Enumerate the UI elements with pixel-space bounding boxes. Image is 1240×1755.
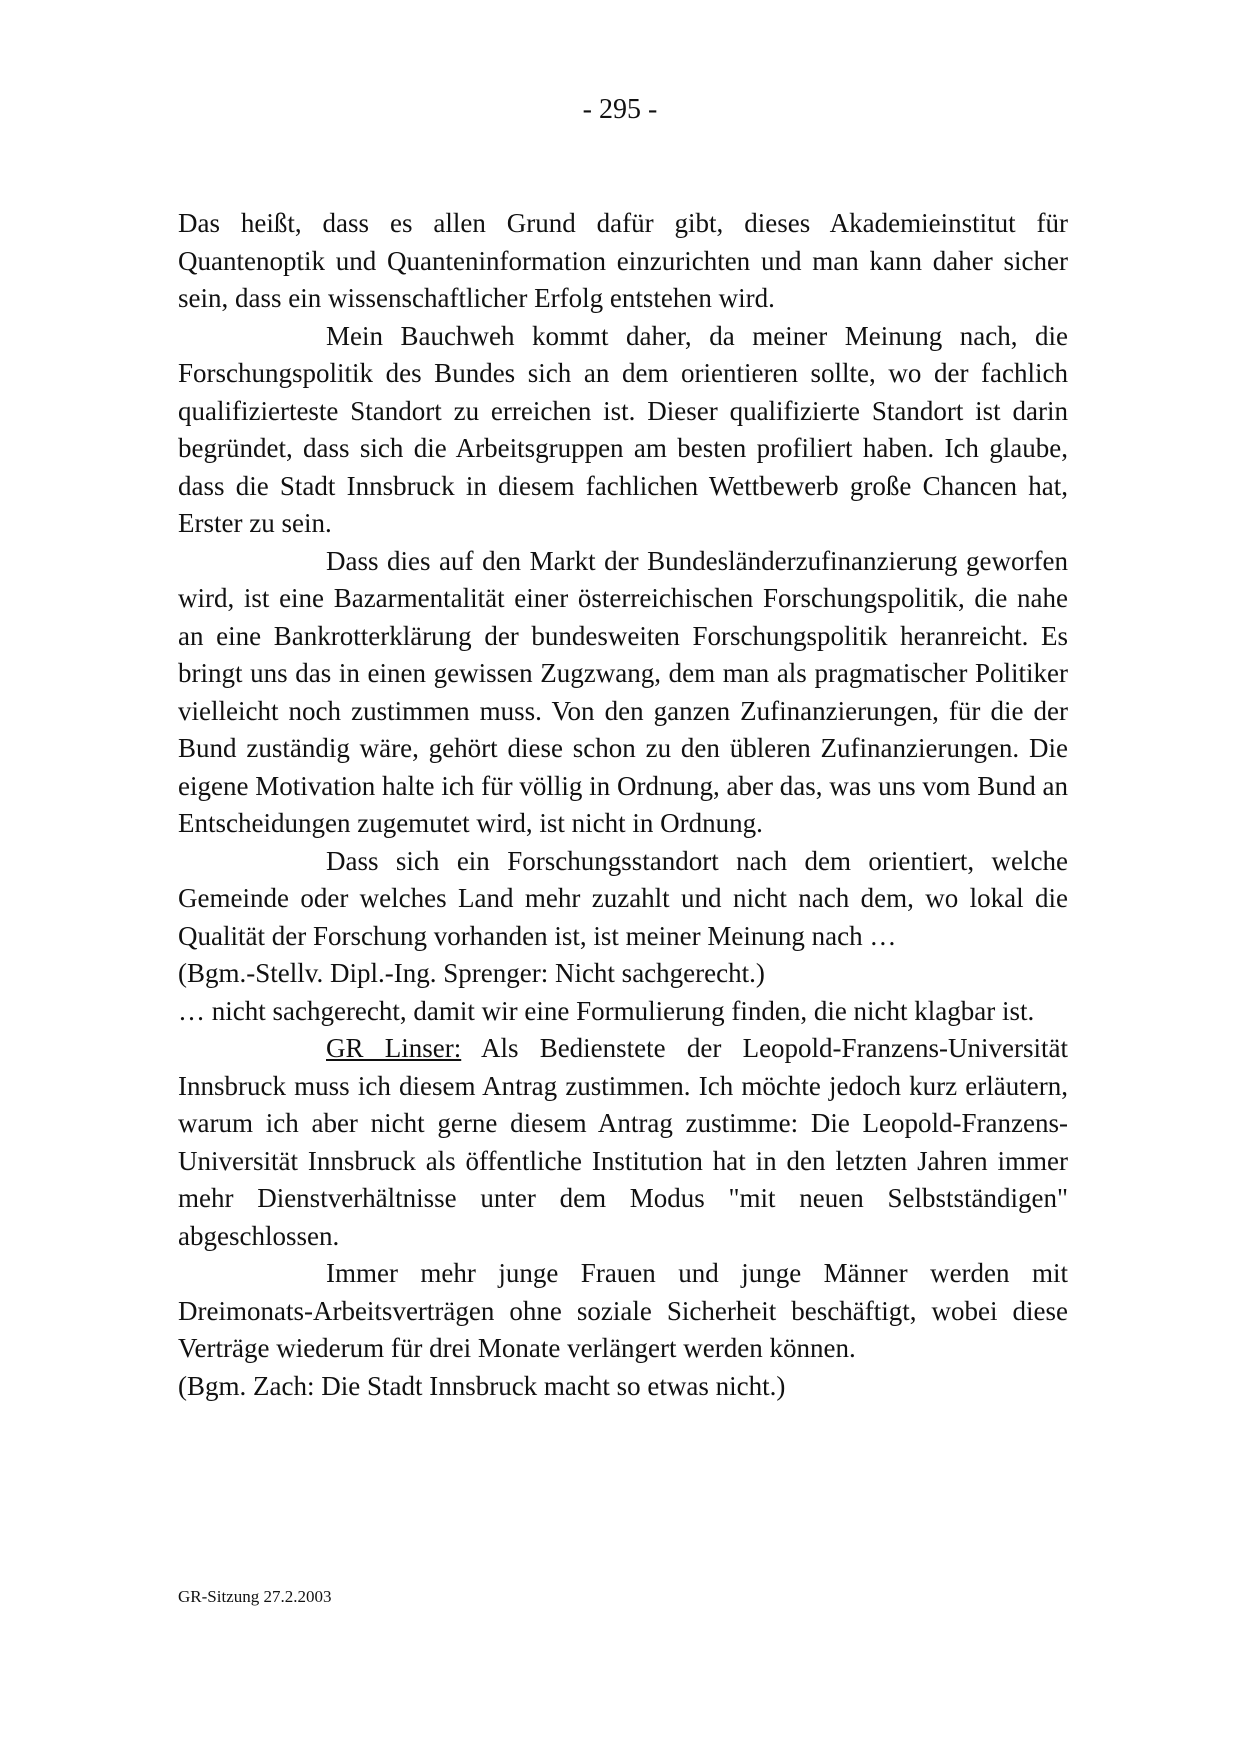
paragraph-2: Mein Bauchweh kommt daher, da meiner Meinung nach, die Forschungspolitik des Bundes sich an dem orientieren sollte, wo der fachlich qualifizierteste Standort zu erreichen ist. Dieser qualifizierte Standort ist darin begründet, dass sich die Arbeitsgruppen am besten profiliert haben. Ich glaube, dass die Stadt Innsbruck in diesem fachlichen Wettbewerb große Chancen hat, Erster zu sein. xyxy=(178,320,1068,538)
footer-session-date: GR-Sitzung 27.2.2003 xyxy=(178,1587,332,1606)
paragraph-7: Immer mehr junge Frauen und junge Männer werden mit Dreimonats-Arbeitsverträgen ohne soziale Sicherheit beschäftigt, wobei diese Verträge wiederum für drei Monate verlängert werden können. xyxy=(178,1258,1068,1363)
page-number: - 295 - xyxy=(582,94,658,125)
paragraph-linser xyxy=(178,1030,1068,1255)
speaker-name: GR Linser: xyxy=(326,1033,462,1063)
paragraph-5: … nicht sachgerecht, damit wir eine Formulierung finden, die nicht klagbar ist. xyxy=(178,995,1035,1026)
document-body xyxy=(178,205,1068,1405)
interjection-sprenger: (Bgm.-Stellv. Dipl.-Ing. Sprenger: Nicht sachgerecht.) xyxy=(178,958,765,988)
paragraph-1: Das heißt, dass es allen Grund dafür gibt, dieses Akademieinstitut für Quantenoptik und Quanteninformation einzurichten und man kann daher sicher sein, dass ein wissenschaftlicher Erfolg entstehen wird. xyxy=(178,208,1068,313)
paragraph-6-text: Als Bedienstete der Leopold-Franzens-Universität Innsbruck muss ich diesem Antrag zustimmen. Ich möchte jedoch kurz erläutern, warum ich aber nicht gerne diesem Antrag zustimme: Die Leopold-Franzens-Universität Innsbruck als öffentliche Institution hat in den letzten Jahren immer mehr Dienstverhältnisse unter dem Modus "mit neuen Selbstständigen" abgeschlossen. xyxy=(178,1033,1068,1251)
interjection-zach: (Bgm. Zach: Die Stadt Innsbruck macht so etwas nicht.) xyxy=(178,1370,786,1401)
paragraph-4: Dass sich ein Forschungsstandort nach dem orientiert, welche Gemeinde oder welches Land mehr zuzahlt und nicht nach dem, wo lokal die Qualität der Forschung vorhanden ist, ist meiner Meinung nach … xyxy=(178,845,1068,951)
paragraph-3: Dass dies auf den Markt der Bundesländerzufinanzierung geworfen wird, ist eine Bazarmentalität einer österreichischen Forschungspolitik, die nahe an eine Bankrotterklärung der bundesweiten Forschungspolitik heranreicht. Es bringt uns das in einen gewissen Zugzwang, dem man als pragmatischer Politiker vielleicht noch zustimmen muss. Von den ganzen Zufinanzierungen, für die der Bund zuständig wäre, gehört diese schon zu den übleren Zufinanzierungen. Die eigene Motivation halte ich für völlig in Ordnung, aber das, was uns vom Bund an Entscheidungen zugemutet wird, ist nicht in Ordnung. xyxy=(178,545,1068,838)
